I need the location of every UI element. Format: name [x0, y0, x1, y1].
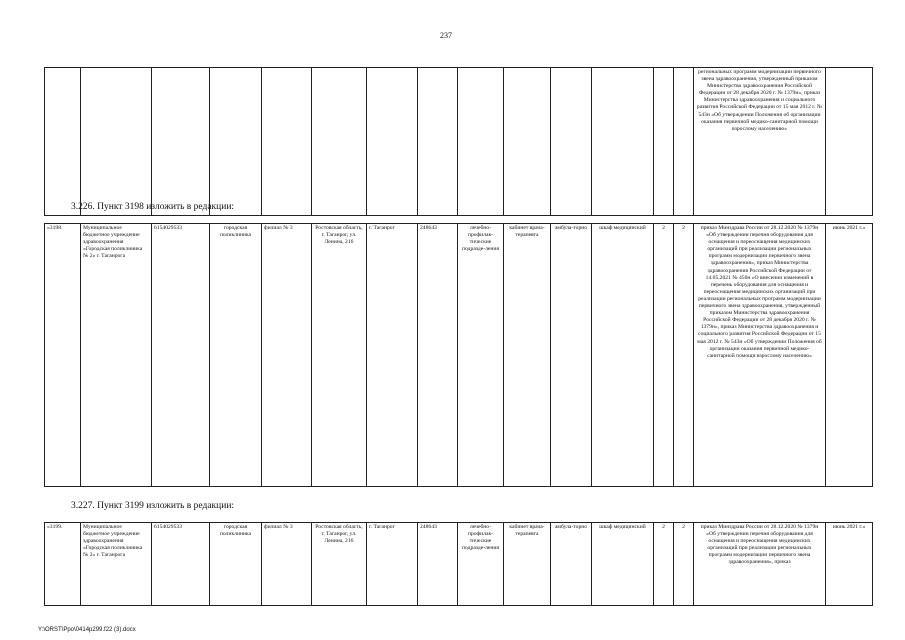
- equipment-cell: шкаф медицинский: [592, 523, 654, 606]
- organization-cell: Муниципальное бюджетное учреждение здравоохранения «Городская поликлиника № 2» г. Таганрога: [81, 523, 152, 606]
- inn-cell: 6154029533: [152, 224, 210, 487]
- table-fragment-top: [44, 67, 873, 216]
- address-cell: Ростовская область, г. Таганрог, ул. Ленина, 216: [312, 224, 367, 487]
- document-path: Y:\ORST\Ppo\0414p299.f22 (3).docx: [38, 627, 136, 633]
- inn-cell: 6154029533: [152, 523, 210, 606]
- row-number: «3199.: [45, 523, 81, 606]
- section-heading-3227: 3.227. Пункт 3199 изложить в редакции:: [71, 501, 235, 511]
- date-cell: июнь 2021 г.»: [826, 523, 873, 606]
- table-item-3199: [44, 522, 873, 606]
- page-number: 237: [440, 31, 452, 40]
- code-cell: 248643: [418, 224, 458, 487]
- quantity-cell: 2: [674, 523, 694, 606]
- city-cell: г. Таганрог: [367, 523, 418, 606]
- branch-cell: филиал № 3: [262, 523, 312, 606]
- code-cell: 248643: [418, 523, 458, 606]
- organization-cell: Муниципальное бюджетное учреждение здравоохранения «Городская поликлиника № 2» г. Таганрога: [81, 224, 152, 487]
- section-heading-3226: 3.226. Пункт 3198 изложить в редакции:: [71, 202, 235, 212]
- division-cell: лечебно-профилак-тические подразде-ления: [458, 224, 504, 487]
- table-item-3198: [44, 223, 873, 487]
- basis-cell: приказ Минздрава России от 28.12.2020 № 1379н «Об утверждении перечня оборудования для оснащения и переоснащения медицинских организаций при реализации региональных программ модернизации первичного звена здравоохранения», приказ Министерства здравоохранения Российской Федерации от 14.05.2021 № 450н «О внесении изменений в перечень оборудования для оснащения и переоснащения медицинских организаций при реализации региональных программ модернизации первичного звена здравоохранения, утвержденный приказом Министерства здравоохранения Российской Федерации от 28 декабря 2020 г. № 1379н», приказ Министерства здравоохранения и социального развития Российской Федерации от 15 мая 2012 г. № 543н «Об утверждении Положения об организации оказания первичной медико-санитарной помощи взрослому населению»: [694, 224, 826, 487]
- quantity-cell: 2: [654, 224, 674, 487]
- quantity-cell: 2: [674, 224, 694, 487]
- basis-cell: региональных программ модернизации первичного звена здравоохранения, утвержденный приказом Министерства здравоохранения Российской Федерации от 28 декабря 2020 г. № 1379н», приказ Министерства здравоохранения и социального развития Российской Федерации от 15 мая 2012 г. № 543н «Об утверждении Положения об организации оказания первичной медико-санитарной помощи взрослому населению»: [694, 68, 826, 216]
- room-cell: кабинет врача-терапевта: [504, 224, 551, 487]
- table-row: [45, 68, 873, 216]
- city-cell: г. Таганрог: [367, 224, 418, 487]
- equipment-cell: шкаф медицинский: [592, 224, 654, 487]
- org-type-cell: городская поликлиника: [210, 224, 262, 487]
- org-type-cell: городская поликлиника: [210, 523, 262, 606]
- division-cell: лечебно-профилак-тические подразде-ления: [458, 523, 504, 606]
- table-row: [45, 224, 873, 487]
- branch-cell: филиал № 3: [262, 224, 312, 487]
- row-number: «3198.: [45, 224, 81, 487]
- care-cell: амбула-торно: [551, 523, 592, 606]
- date-cell: июнь 2021 г.»: [826, 224, 873, 487]
- care-cell: амбула-торно: [551, 224, 592, 487]
- table-row: [45, 523, 873, 606]
- basis-cell: приказ Минздрава России от 28.12.2020 № 1379н «Об утверждении перечня оборудования для оснащения и переоснащения медицинских организаций при реализации региональных программ модернизации первичного звена здравоохранения», приказ: [694, 523, 826, 606]
- quantity-cell: 2: [654, 523, 674, 606]
- address-cell: Ростовская область, г. Таганрог, ул. Ленина, 216: [312, 523, 367, 606]
- room-cell: кабинет врача-терапевта: [504, 523, 551, 606]
